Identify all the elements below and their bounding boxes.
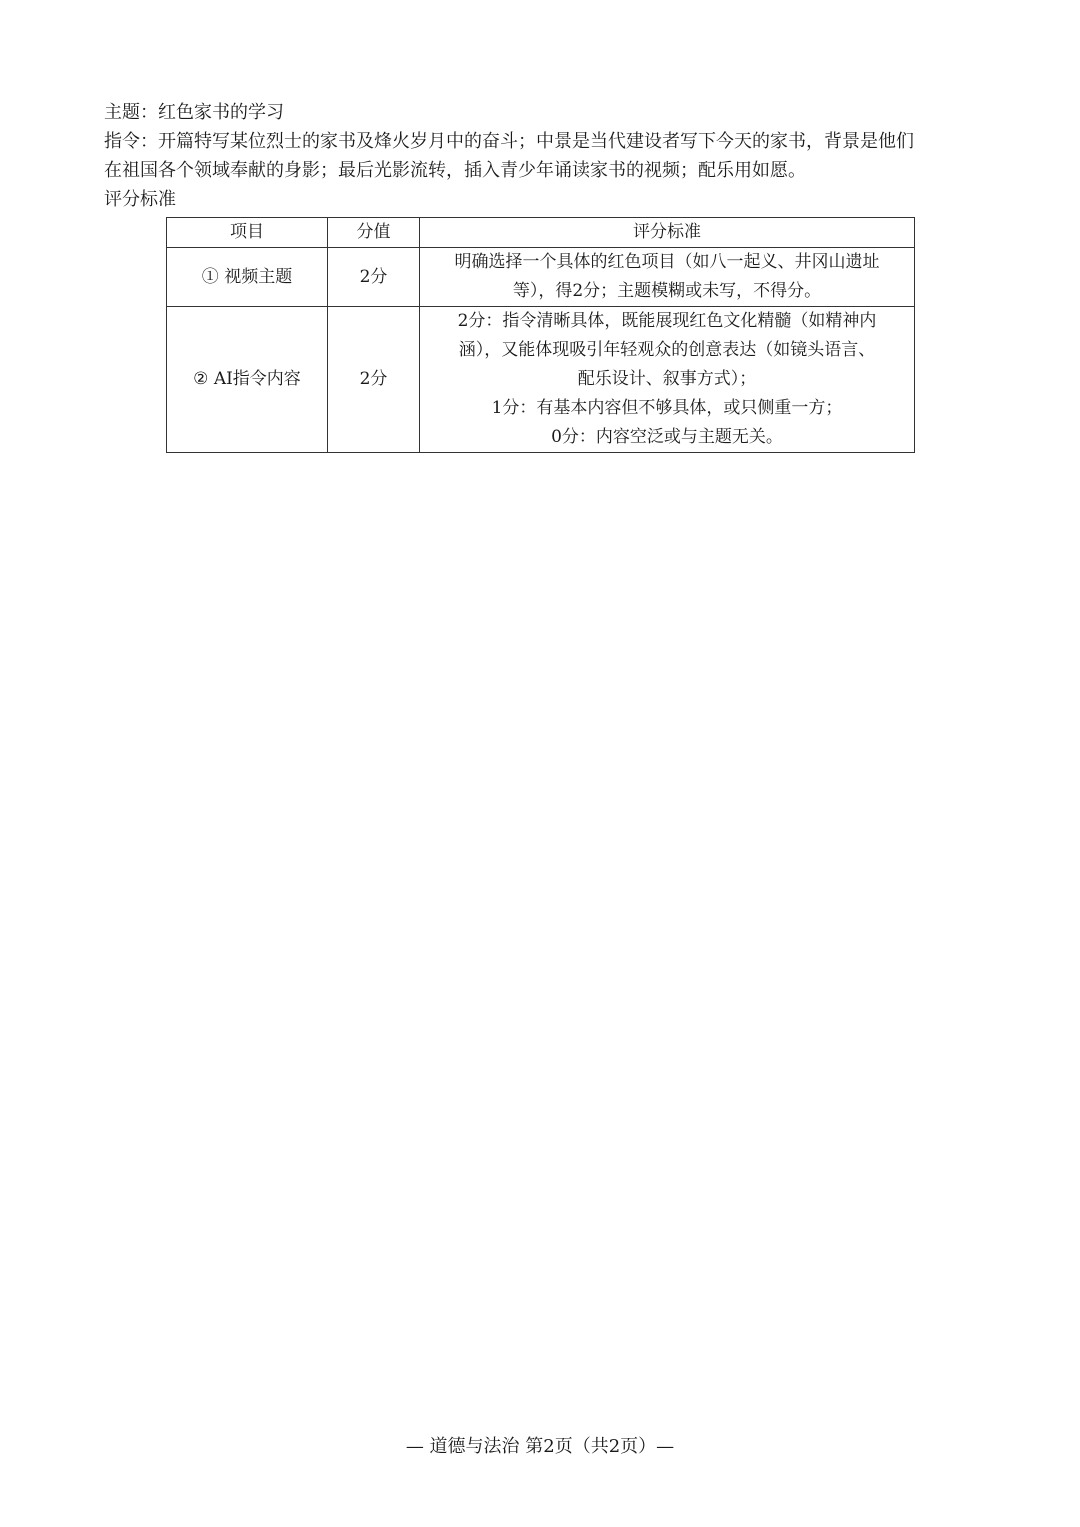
criteria-line: 1分：有基本内容但不够具体，或只侧重一方； <box>491 398 843 418</box>
header-criteria: 评分标准 <box>420 218 915 248</box>
header-item: 项目 <box>167 218 328 248</box>
criteria-line: 配乐设计、叙事方式）； <box>577 369 757 389</box>
rubric-heading: 评分标准 <box>104 189 176 210</box>
theme-line <box>104 98 984 127</box>
criteria-line: 等），得2分；主题模糊或未写，不得分。 <box>512 281 822 301</box>
instruction-text-1: 开篇特写某位烈士的家书及烽火岁月中的奋斗；中景是当代建设者写下今天的家书，背景是他们 <box>158 131 914 152</box>
page-footer: — 道德与法治 第2页（共2页）— <box>405 1436 675 1457</box>
theme-value: 红色家书的学习 <box>158 102 284 123</box>
row-score: 2分 <box>328 248 420 307</box>
instruction-text-2: 在祖国各个领域奉献的身影；最后光影流转，插入青少年诵读家书的视频；配乐用如愿。 <box>104 160 806 181</box>
table-header-row <box>167 218 915 248</box>
criteria-line: 2分：指令清晰具体，既能展现红色文化精髓（如精神内 <box>457 311 877 331</box>
criteria-line: 明确选择一个具体的红色项目（如八一起义、井冈山遗址 <box>454 252 880 272</box>
instruction-line-2 <box>104 156 984 185</box>
table-row <box>167 307 915 453</box>
row-criteria <box>420 307 915 453</box>
row-criteria <box>420 248 915 307</box>
header-score: 分值 <box>328 218 420 248</box>
criteria-line: 0分：内容空泛或与主题无关。 <box>551 427 783 447</box>
row-item: ② AI指令内容 <box>167 307 328 453</box>
instruction-line-1 <box>104 127 984 156</box>
criteria-line: 涵），又能体现吸引年轻观众的创意表达（如镜头语言、 <box>458 340 876 360</box>
row-score: 2分 <box>328 307 420 453</box>
theme-label: 主题： <box>104 102 158 123</box>
rubric-table-container <box>166 217 914 453</box>
question-text-block <box>104 98 984 214</box>
instruction-label: 指令： <box>104 131 158 152</box>
rubric-table <box>166 217 915 453</box>
table-row <box>167 248 915 307</box>
row-item: ① 视频主题 <box>167 248 328 307</box>
